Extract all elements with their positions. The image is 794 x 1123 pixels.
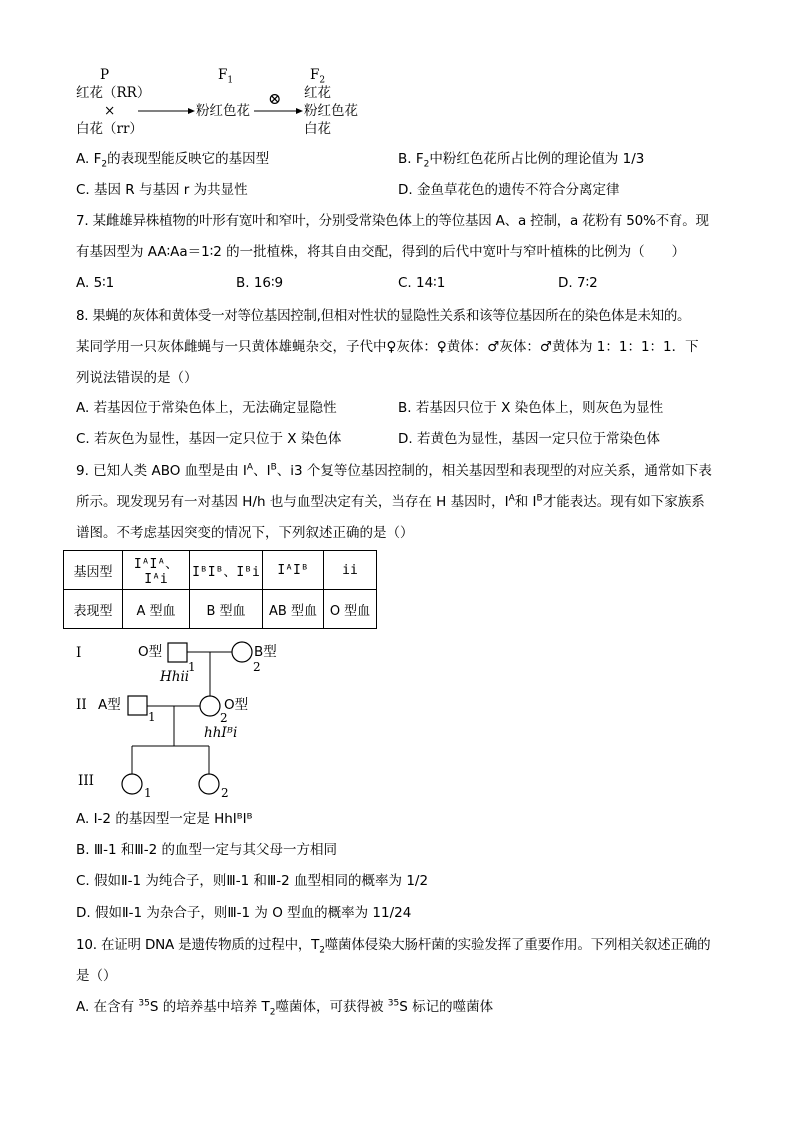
cross-symbol: × (104, 103, 116, 119)
q8-stem-line1: 8. 果蝇的灰体和黄体受一对等位基因控制,但相对性状的显隐性关系和该等位基因所在的染色体是未知的。 (76, 308, 691, 324)
q9-option-d: D. 假如Ⅱ-1 为杂合子，则Ⅲ-1 为 O 型血的概率为 11/24 (76, 905, 412, 921)
q8-stem-line3: 列说法错误的是（） (76, 370, 198, 386)
pedigree-iii1-female (122, 774, 142, 794)
q7-option-a: A. 5∶1 (76, 275, 115, 291)
pedigree-iii2-female (199, 774, 219, 794)
ii2-number: 2 (220, 711, 228, 725)
blood-type-table (63, 550, 377, 629)
q7-option-c: C. 14∶1 (398, 275, 446, 291)
pedigree-ii1-male (128, 696, 147, 715)
q6-option-b: B. $F_2$中粉红色花所占比例的理论值为 1/3 (398, 151, 645, 170)
red-flower-parent: 红花（RR） (76, 85, 151, 101)
generation-iii-label: III (78, 773, 94, 789)
ii2-blood-type: O型 (224, 697, 249, 713)
q7-option-d: D. 7∶2 (558, 275, 598, 291)
generation-ii-label: II (76, 697, 87, 713)
i1-blood-type: O型 (138, 644, 163, 660)
q6-option-d: D. 金鱼草花色的遗传不符合分离定律 (398, 182, 620, 198)
iii2-number: 2 (221, 786, 229, 800)
iii1-number: 1 (144, 786, 152, 800)
q7-option-b: B. 16∶9 (236, 275, 284, 291)
f2-white: 白花 (304, 121, 331, 137)
table-row (64, 590, 377, 629)
q9-stem-line2: 所示。现发现另有一对基因 H/h 也与血型决定有关，当存在 H 基因时，$I^A$和 $I^B$才能表达。现有如下家族系 (76, 493, 705, 510)
ii2-genotype: hhIᴮi (204, 725, 238, 741)
table-cell: ii (324, 551, 377, 590)
q10-stem-line1: 10. 在证明 DNA 是遗传物质的过程中，$T_2$噬菌体侵染大肠杆菌的实验发挥了重要作用。下列相关叙述正确的 (76, 937, 711, 956)
table-cell: A 型血 (123, 590, 190, 629)
f2-red: 红花 (304, 85, 331, 101)
ii1-number: 1 (148, 710, 156, 724)
table-cell: IᴮIᴮ、Iᴮi (190, 551, 263, 590)
pedigree-i2-female (232, 642, 252, 662)
pedigree-i1-male (168, 643, 187, 662)
q7-stem-line2: 有基因型为 AA∶Aa＝1∶2 的一批植株，将其自由交配，得到的后代中宽叶与窄叶植株的比例为（ ） (76, 244, 686, 260)
table-cell: AB 型血 (263, 590, 324, 629)
q8-option-b: B. 若基因只位于 X 染色体上，则灰色为显性 (398, 400, 664, 416)
table-header-phenotype: 表现型 (64, 590, 123, 629)
self-cross-symbol: ⊗ (268, 89, 282, 108)
table-header-genotype: 基因型 (64, 551, 123, 590)
i2-blood-type: B型 (254, 644, 277, 660)
table-cell: B 型血 (190, 590, 263, 629)
q10-stem-line2: 是（） (76, 968, 117, 984)
i1-number: 1 (188, 660, 196, 674)
table-cell: IᴬIᴬ、Iᴬi (123, 551, 190, 590)
q10-option-a: A. 在含有 $^{35}$S 的培养基中培养 $T_2$噬菌体，可获得被 $^{35}$S 标记的噬菌体 (76, 998, 494, 1018)
f2-generation-label: $F_2$ (310, 67, 326, 86)
ii1-blood-type: A型 (98, 697, 121, 713)
q6-option-a: A. $F_2$的表现型能反映它的基因型 (76, 151, 270, 170)
q8-option-d: D. 若黄色为显性，基因一定只位于常染色体 (398, 431, 660, 447)
f1-generation-label: $F_1$ (218, 67, 234, 86)
generation-i-label: I (76, 645, 82, 661)
pedigree-ii2-female (200, 696, 220, 716)
q9-option-b: B. Ⅲ-1 和Ⅲ-2 的血型一定与其父母一方相同 (76, 842, 337, 858)
i1-genotype: Hhii (160, 669, 190, 685)
q8-stem-line2: 某同学用一只灰体雌蝇与一只黄体雄蝇杂交，子代中♀灰体：♀黄体：♂灰体：♂黄体为 1：1：1：1．下 (76, 339, 699, 355)
q9-option-a: A. I-2 的基因型一定是 HhIᴮIᴮ (76, 811, 253, 827)
q8-option-c: C. 若灰色为显性，基因一定只位于 X 染色体 (76, 431, 342, 447)
q9-stem-line1: 9. 已知人类 ABO 血型是由 $I^A$、$I^B$、i3 个复等位基因控制的，相关基因型和表现型的对应关系，通常如下表 (76, 462, 712, 479)
table-row (64, 551, 377, 590)
q9-option-c: C. 假如Ⅱ-1 为纯合子，则Ⅲ-1 和Ⅲ-2 血型相同的概率为 1/2 (76, 873, 429, 889)
f1-phenotype: 粉红色花 (196, 103, 250, 119)
i2-number: 2 (253, 660, 261, 674)
p-generation-label: P (100, 67, 110, 83)
white-flower-parent: 白花（rr） (76, 121, 143, 137)
table-cell: O 型血 (324, 590, 377, 629)
q8-option-a: A. 若基因位于常染色体上，无法确定显隐性 (76, 400, 337, 416)
q7-stem-line1: 7. 某雌雄异株植物的叶形有宽叶和窄叶，分别受常染色体上的等位基因 A、a 控制，a 花粉有 50%不育。现 (76, 213, 709, 229)
q9-stem-line3: 谱图。不考虑基因突变的情况下，下列叙述正确的是（） (76, 525, 414, 541)
q6-option-c: C. 基因 R 与基因 r 为共显性 (76, 182, 248, 198)
table-cell: IᴬIᴮ (263, 551, 324, 590)
f2-pink: 粉红色花 (304, 103, 358, 119)
